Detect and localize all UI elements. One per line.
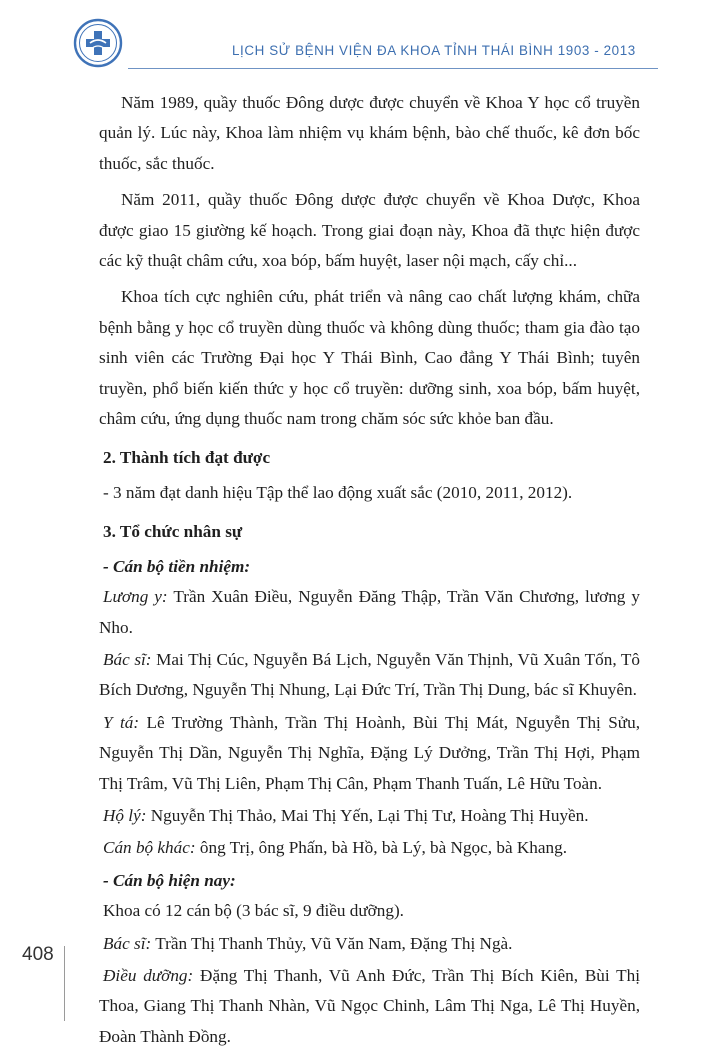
- section-2-heading: 2. Thành tích đạt được: [103, 448, 271, 468]
- role-label: Hộ lý:: [103, 805, 147, 825]
- paragraph-2: Năm 2011, quầy thuốc Đông dược được chuyển về Khoa Dược, Khoa được giao 15 giường kế hoạch. Trong giai đoạn này, Khoa đã thực hiện được các kỹ thuật châm cứu, xoa bóp, bấm huyệt, laser nội mạch, cấy chỉ...: [99, 190, 640, 271]
- achievement-item: - 3 năm đạt danh hiệu Tập thể lao động xuất sắc (2010, 2011, 2012).: [103, 482, 573, 502]
- former-staff-entry: [99, 708, 640, 799]
- former-staff-heading: - Cán bộ tiền nhiệm:: [103, 556, 251, 576]
- role-label: Y tá:: [103, 712, 140, 732]
- hospital-logo-icon: [73, 18, 123, 68]
- paragraph-1: Năm 1989, quầy thuốc Đông dược được chuyển về Khoa Y học cổ truyền quản lý. Lúc này, Khoa làm nhiệm vụ khám bệnh, bào chế thuốc, kê đơn bốc thuốc, sắc thuốc.: [99, 93, 640, 173]
- header-divider: [128, 68, 658, 69]
- paragraph-3: Khoa tích cực nghiên cứu, phát triển và nâng cao chất lượng khám, chữa bệnh bằng y học cổ truyền dùng thuốc và không dùng thuốc; tham gia đào tạo sinh viên các Trường Đại học Y Thái Bình, Cao đẳng Y Thái Bình; tuyên truyền, phổ biến kiến thức y học cổ truyền: dưỡng sinh, xoa bóp, bấm huyệt, châm cứu, ứng dụng thuốc nam trong chăm sóc sức khỏe ban đầu.: [99, 287, 640, 429]
- current-staff-heading: - Cán bộ hiện nay:: [103, 870, 236, 890]
- role-label: Bác sĩ:: [103, 933, 152, 953]
- footer-margin-rule: [64, 946, 65, 1021]
- staff-names: Đặng Thị Thanh, Vũ Anh Đức, Trần Thị Bích Kiên, Bùi Thị Thoa, Giang Thị Thanh Nhàn, Vũ Ngọc Chinh, Lâm Thị Nga, Lê Thị Huyền, Đoàn Thành Đồng.: [99, 965, 640, 1046]
- current-staff-summary: Khoa có 12 cán bộ (3 bác sĩ, 9 điều dưỡng).: [103, 901, 404, 921]
- staff-names: Nguyễn Thị Thảo, Mai Thị Yến, Lại Thị Tư, Hoàng Thị Huyền.: [146, 805, 589, 825]
- former-staff-entry: [99, 582, 640, 643]
- staff-names: Mai Thị Cúc, Nguyễn Bá Lịch, Nguyễn Văn Thịnh, Vũ Xuân Tốn, Tô Bích Dương, Nguyễn Thị Nhung, Lại Đức Trí, Trần Thị Dung, bác sĩ Khuyên.: [99, 649, 640, 700]
- staff-names: ông Trị, ông Phấn, bà Hồ, bà Lý, bà Ngọc, bà Khang.: [195, 838, 568, 858]
- role-label: Bác sĩ:: [103, 649, 152, 669]
- page-number: 408: [22, 944, 54, 965]
- staff-names: Trần Xuân Điều, Nguyễn Đăng Thập, Trần Văn Chương, lương y Nho.: [99, 587, 640, 637]
- former-staff-entry: [99, 645, 640, 706]
- staff-names: Lê Trường Thành, Trần Thị Hoành, Bùi Thị Mát, Nguyễn Thị Sửu, Nguyễn Thị Dần, Nguyễn Thị Nghĩa, Đặng Lý Dưởng, Trần Thị Hợi, Phạm Thị Trâm, Vũ Thị Liên, Phạm Thị Cân, Phạm Thanh Tuấn, Lê Hữu Toàn.: [99, 712, 640, 793]
- former-staff-entry: [99, 801, 640, 831]
- running-header-title: LỊCH SỬ BỆNH VIỆN ĐA KHOA TỈNH THÁI BÌNH 1903 - 2013: [232, 43, 636, 58]
- section-3-heading: 3. Tổ chức nhân sự: [103, 522, 243, 542]
- current-staff-entry: [99, 961, 640, 1052]
- page-body: [99, 88, 640, 1054]
- role-label: Điều dưỡng:: [103, 965, 194, 985]
- former-staff-entry: [99, 833, 640, 863]
- staff-names: Trần Thị Thanh Thủy, Vũ Văn Nam, Đặng Thị Ngà.: [151, 933, 513, 953]
- role-label: Cán bộ khác:: [103, 838, 196, 858]
- role-label: Lương y:: [103, 587, 168, 607]
- current-staff-entry: [99, 929, 640, 959]
